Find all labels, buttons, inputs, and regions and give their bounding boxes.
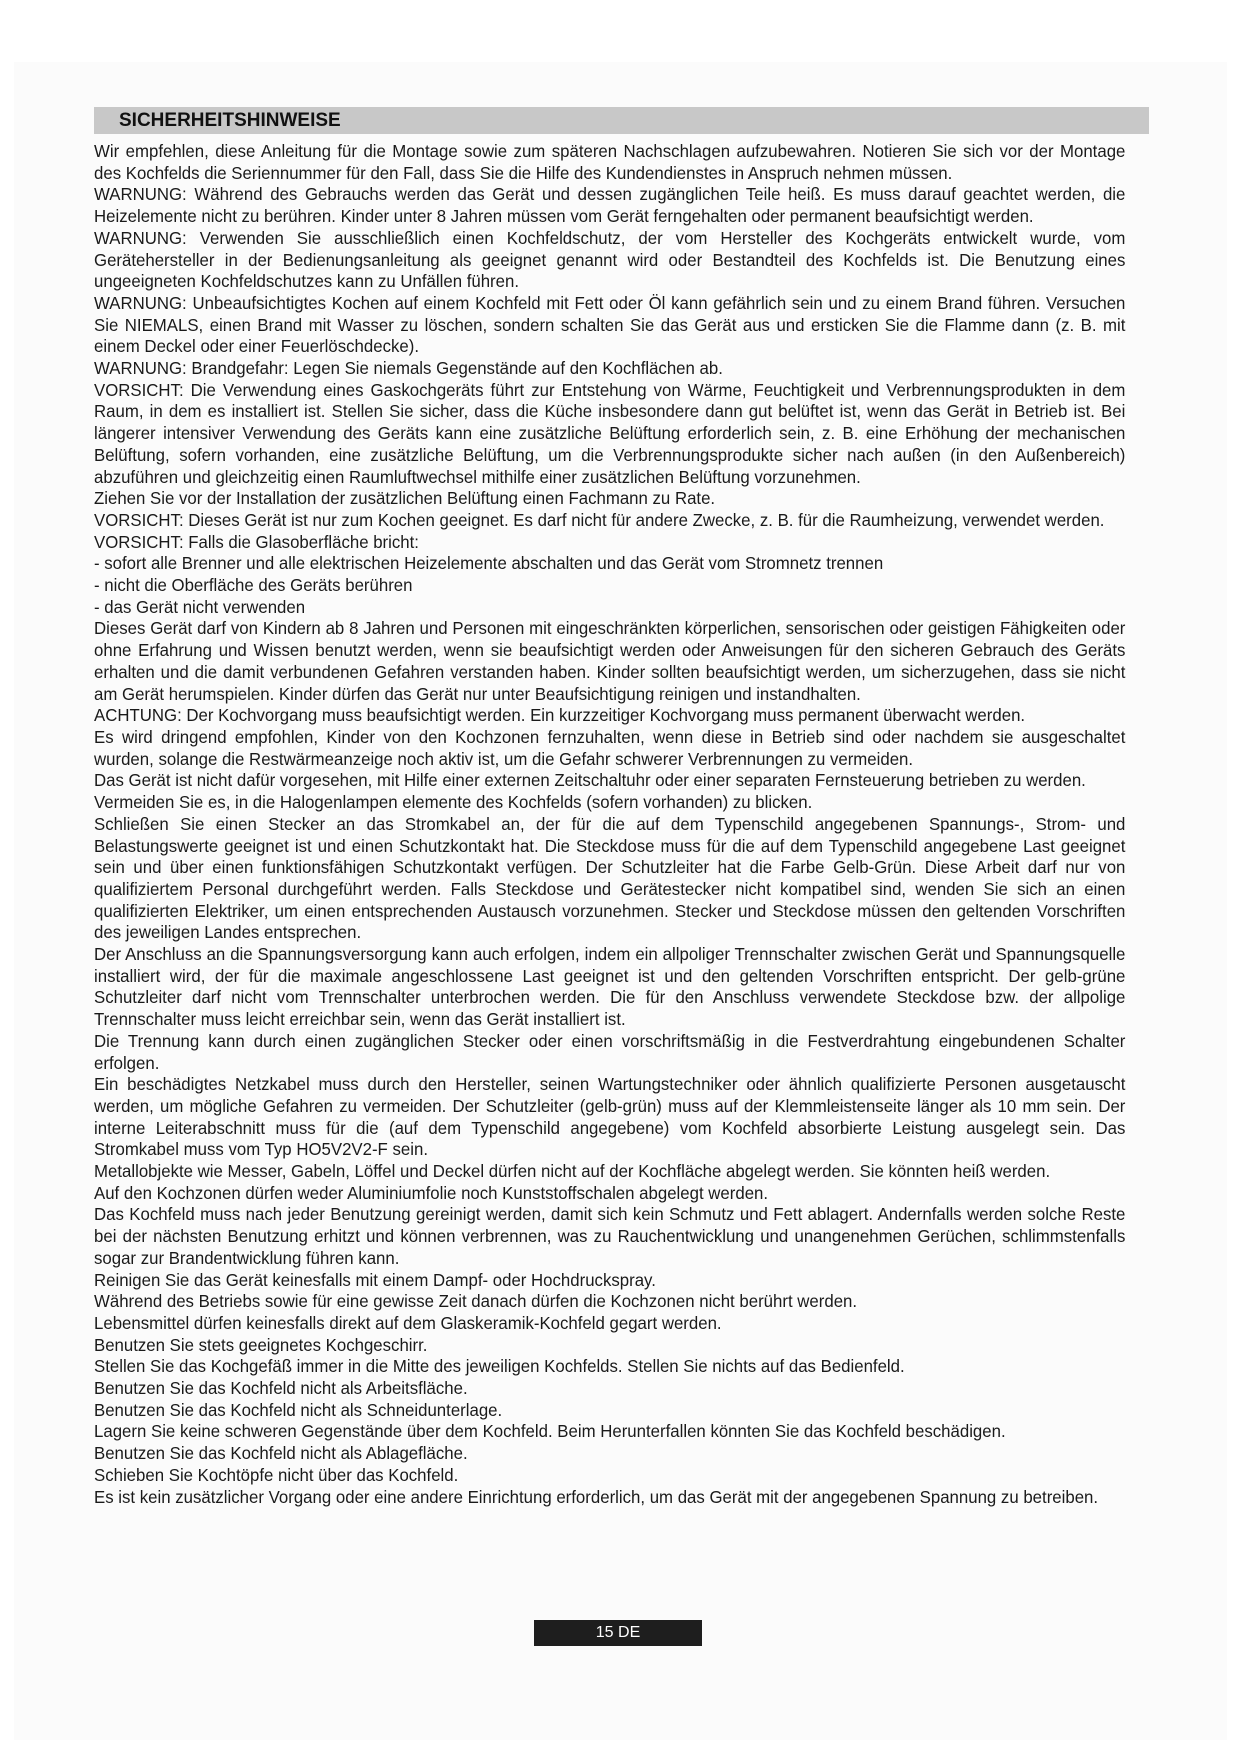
safety-instructions-body bbox=[94, 141, 1174, 1621]
paragraph: Während des Betriebs sowie für eine gewisse Zeit danach dürfen die Kochzonen nicht berührt werden. bbox=[94, 1291, 858, 1312]
paragraph: Die Trennung kann durch einen zugänglichen Stecker oder einen vorschriftsmäßig in die Festverdrahtung eingebundenen Schalter erfolgen. bbox=[94, 1030, 1126, 1073]
paragraph: Vermeiden Sie es, in die Halogenlampen elemente des Kochfelds (sofern vorhanden) zu blicken. bbox=[94, 792, 813, 813]
paragraph: Benutzen Sie stets geeignetes Kochgeschirr. bbox=[94, 1334, 428, 1355]
paragraph: Auf den Kochzonen dürfen weder Aluminiumfolie noch Kunststoffschalen abgelegt werden. bbox=[94, 1182, 769, 1203]
paragraph: Schieben Sie Kochtöpfe nicht über das Kochfeld. bbox=[94, 1464, 459, 1485]
section-title: SICHERHEITSHINWEISE bbox=[119, 110, 341, 131]
paragraph: Ziehen Sie vor der Installation der zusätzlichen Belüftung einen Fachmann zu Rate. bbox=[94, 488, 716, 509]
paragraph: Lebensmittel dürfen keinesfalls direkt auf dem Glaskeramik-Kochfeld gegart werden. bbox=[94, 1312, 722, 1333]
paragraph: Schließen Sie einen Stecker an das Stromkabel an, der für die auf dem Typenschild angegebenen Spannungs-, Strom- und Belastungswerte geeignet ist und einen Schutzkontakt hat. Die Steckdose muss für die auf dem Typenschild angegebene Last geeignet sein und über einen funktionsfähigen Schutzkontakt verfügen. Der Schutzleiter hat die Farbe Gelb-Grün. Diese Arbeit darf nur von qualifiziertem Personal durchgeführt werden. Falls Steckdose und Gerätestecker nicht kompatibel sind, wenden Sie sich an einen qualifizierten Elektriker, um einen entsprechenden Austausch vorzunehmen. Stecker und Steckdose müssen den geltenden Vorschriften des jeweiligen Landes entsprechen. bbox=[94, 813, 1126, 943]
page-number: 15 DE bbox=[595, 1624, 641, 1641]
paragraph: Ein beschädigtes Netzkabel muss durch den Hersteller, seinen Wartungstechniker oder ähnlich qualifizierte Personen ausgetauscht werden, um mögliche Gefahren zu vermeiden. Der Schutzleiter (gelb-grün) muss auf der Klemmleistenseite länger als 10 mm sein. Der interne Leiterabschnitt muss für die (auf dem Typenschild angegebene) vom Kochfeld absorbierte Leistung ausgelegt sein. Das Stromkabel muss vom Typ HO5V2V2-F sein. bbox=[94, 1074, 1126, 1160]
paragraph: WARNUNG: Brandgefahr: Legen Sie niemals Gegenstände auf den Kochflächen ab. bbox=[94, 358, 723, 379]
paragraph: Dieses Gerät darf von Kindern ab 8 Jahren und Personen mit eingeschränkten körperlichen, sensorischen oder geistigen Fähigkeiten oder ohne Erfahrung und Wissen benutzt werden, wenn sie beaufsichtigt werden oder Anweisungen für den sicheren Gebrauch des Geräts erhalten und die damit verbundenen Gefahren verstanden haben. Kinder sollten beaufsichtigt werden, um sicherzugehen, dass sie nicht am Gerät herumspielen. Kinder dürfen das Gerät nur unter Beaufsichtigung reinigen und instandhalten. bbox=[94, 618, 1126, 704]
paragraph: Wir empfehlen, diese Anleitung für die Montage sowie zum späteren Nachschlagen aufzubewahren. Notieren Sie sich vor der Montage des Kochfelds die Seriennummer für den Fall, dass Sie die Hilfe des Kundendienstes in Anspruch nehmen müssen. bbox=[94, 141, 1126, 183]
list-item: - das Gerät nicht verwenden bbox=[94, 596, 306, 617]
paragraph: ACHTUNG: Der Kochvorgang muss beaufsichtigt werden. Ein kurzzeitiger Kochvorgang muss permanent überwacht werden. bbox=[94, 705, 1026, 726]
paragraph: VORSICHT: Falls die Glasoberfläche bricht: bbox=[94, 531, 419, 552]
paragraph: Reinigen Sie das Gerät keinesfalls mit einem Dampf- oder Hochdruckspray. bbox=[94, 1269, 656, 1290]
paragraph: Es wird dringend empfohlen, Kinder von den Kochzonen fernzuhalten, wenn diese in Betrieb sind oder nachdem sie ausgeschaltet wurden, solange die Restwärmeanzeige noch aktiv ist, um die Gefahr schwerer Verbrennungen zu vermeiden. bbox=[94, 726, 1126, 769]
paragraph: WARNUNG: Verwenden Sie ausschließlich einen Kochfeldschutz, der vom Hersteller des Kochgeräts entwickelt wurde, vom Gerätehersteller in der Bedienungsanleitung als geeignet genannt wird oder Bestandteil des Kochfelds ist. Die Benutzung eines ungeeigneten Kochfeldschutzes kann zu Unfällen führen. bbox=[94, 227, 1126, 292]
paragraph: Stellen Sie das Kochgefäß immer in die Mitte des jeweiligen Kochfelds. Stellen Sie nichts auf das Bedienfeld. bbox=[94, 1356, 905, 1377]
paragraph: WARNUNG: Unbeaufsichtigtes Kochen auf einem Kochfeld mit Fett oder Öl kann gefährlich sein und zu einem Brand führen. Versuchen Sie NIEMALS, einen Brand mit Wasser zu löschen, sondern schalten Sie das Gerät aus und ersticken Sie die Flamme dann (z. B. mit einem Deckel oder einer Feuerlöschdecke). bbox=[94, 292, 1126, 357]
paragraph: Das Gerät ist nicht dafür vorgesehen, mit Hilfe einer externen Zeitschaltuhr oder einer separaten Fernsteuerung betrieben zu werden. bbox=[94, 770, 1086, 791]
paragraph: Benutzen Sie das Kochfeld nicht als Ablagefläche. bbox=[94, 1443, 468, 1464]
list-item: - nicht die Oberfläche des Geräts berühren bbox=[94, 575, 413, 596]
paragraph: Lagern Sie keine schweren Gegenstände über dem Kochfeld. Beim Herunterfallen könnten Sie das Kochfeld beschädigen. bbox=[94, 1421, 1006, 1442]
paragraph: Der Anschluss an die Spannungsversorgung kann auch erfolgen, indem ein allpoliger Trennschalter zwischen Gerät und Spannungsquelle installiert wird, der für die maximale angeschlossene Last geeignet ist und den geltenden Vorschriften entspricht. Der gelb-grüne Schutzleiter darf nicht vom Trennschalter unterbrochen werden. Die für den Anschluss verwendete Steckdose bzw. der allpolige Trennschalter muss leicht erreichbar sein, wenn das Gerät installiert ist. bbox=[94, 944, 1126, 1030]
paragraph: Benutzen Sie das Kochfeld nicht als Arbeitsfläche. bbox=[94, 1378, 468, 1399]
paragraph: Es ist kein zusätzlicher Vorgang oder eine andere Einrichtung erforderlich, um das Gerät mit der angegebenen Spannung zu betreiben. bbox=[94, 1486, 1099, 1507]
paragraph: Das Kochfeld muss nach jeder Benutzung gereinigt werden, damit sich kein Schmutz und Fett ablagert. Andernfalls werden solche Reste bei der nächsten Benutzung erhitzt und können verbrennen, was zu Rauchentwicklung und unangenehmen Gerüchen, schlimmstenfalls sogar zur Brandentwicklung führen kann. bbox=[94, 1204, 1126, 1268]
list-item: - sofort alle Brenner und alle elektrischen Heizelemente abschalten und das Gerät vom Stromnetz trennen bbox=[94, 553, 884, 574]
paragraph: VORSICHT: Die Verwendung eines Gaskochgeräts führt zur Entstehung von Wärme, Feuchtigkeit und Verbrennungsprodukten in dem Raum, in dem es installiert ist. Stellen Sie sicher, dass die Küche insbesondere dann gut belüftet ist, wenn das Gerät in Betrieb ist. Bei längerer intensiver Verwendung des Geräts kann eine zusätzliche Belüftung erforderlich sein, z. B. eine Erhöhung der mechanischen Belüftung, sofern vorhanden, eine zusätzliche Belüftung, um die Verbrennungsprodukte sicher nach außen (in den Außenbereich) abzuführen und gleichzeitig einen Raumluftwechsel mithilfe einer zusätzlichen Belüftung vorzunehmen. bbox=[94, 379, 1126, 487]
paragraph: WARNUNG: Während des Gebrauchs werden das Gerät und dessen zugänglichen Teile heiß. Es muss darauf geachtet werden, die Heizelemente nicht zu berühren. Kinder unter 8 Jahren müssen vom Gerät ferngehalten oder permanent beaufsichtigt werden. bbox=[94, 184, 1126, 227]
page-number-badge bbox=[534, 1620, 702, 1646]
paragraph: Benutzen Sie das Kochfeld nicht als Schneidunterlage. bbox=[94, 1399, 503, 1420]
paragraph: Metallobjekte wie Messer, Gabeln, Löffel und Deckel dürfen nicht auf der Kochfläche abgelegt werden. Sie könnten heiß werden. bbox=[94, 1161, 1051, 1182]
paragraph: VORSICHT: Dieses Gerät ist nur zum Kochen geeignet. Es darf nicht für andere Zwecke, z. B. für die Raumheizung, verwendet werden. bbox=[94, 509, 1105, 530]
section-header bbox=[94, 107, 1149, 134]
